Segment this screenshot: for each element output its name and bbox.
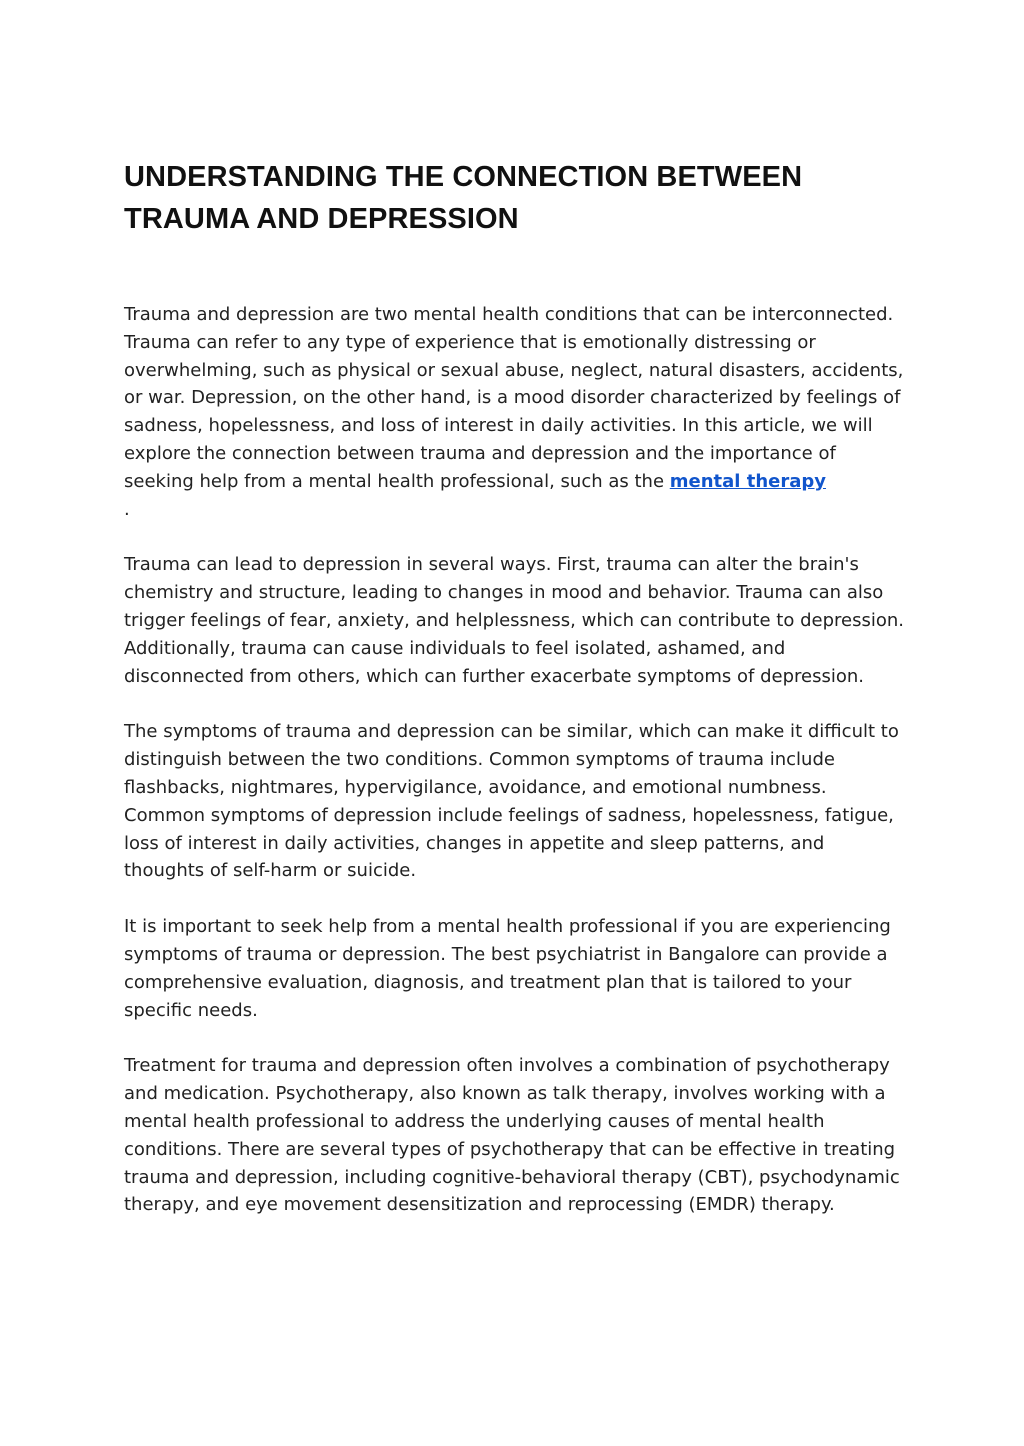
- paragraph-symptoms: The symptoms of trauma and depression can be similar, which can make it difficult to distinguish between the two conditions. Common symptoms of trauma include flashbacks, nightmares, hypervigilance, avoidance, and emotional numbness. Common symptoms of depression include feelings of sadness, hopelessness, fatigue, loss of interest in daily activities, changes in appetite and sleep patterns, and thoughts of self-harm or suicide.: [124, 721, 899, 882]
- intro-trailing-period: .: [124, 498, 130, 520]
- intro-paragraph: [124, 301, 904, 523]
- title-line-2: TRAUMA AND DEPRESSION: [124, 203, 519, 235]
- mental-therapy-link[interactable]: mental therapy: [669, 470, 826, 492]
- paragraph-seek-help: It is important to seek help from a mental health professional if you are experiencing symptoms of trauma or depression. The best psychiatrist in Bangalore can provide a comprehensive evaluation, diagnosis, and treatment plan that is tailored to your specific needs.: [124, 916, 891, 1021]
- title-line-1: UNDERSTANDING THE CONNECTION BETWEEN: [124, 161, 803, 193]
- document-title: [124, 156, 904, 240]
- paragraph-trauma-leads-to-depression: Trauma can lead to depression in several ways. First, trauma can alter the brain's chemistry and structure, leading to changes in mood and behavior. Trauma can also trigger feelings of fear, anxiety, and helplessness, which can contribute to depression. Additionally, trauma can cause individuals to feel isolated, ashamed, and disconnected from others, which can further exacerbate symptoms of depression.: [124, 554, 904, 687]
- paragraph-treatment: Treatment for trauma and depression often involves a combination of psychotherapy and medication. Psychotherapy, also known as talk therapy, involves working with a mental health professional to address the underlying causes of mental health conditions. There are several types of psychotherapy that can be effective in treating trauma and depression, including cognitive-behavioral therapy (CBT), psychodynamic therapy, and eye movement desensitization and reprocessing (EMDR) therapy.: [124, 1055, 900, 1216]
- document-page: [124, 156, 904, 1219]
- intro-text: Trauma and depression are two mental health conditions that can be interconnected. Trauma can refer to any type of experience that is emotionally distressing or overwhelming, such as physical or sexual abuse, neglect, natural disasters, accidents, or war. Depression, on the other hand, is a mood disorder characterized by feelings of sadness, hopelessness, and loss of interest in daily activities. In this article, we will explore the connection between trauma and depression and the importance of seeking help from a mental health professional, such as the: [124, 304, 904, 492]
